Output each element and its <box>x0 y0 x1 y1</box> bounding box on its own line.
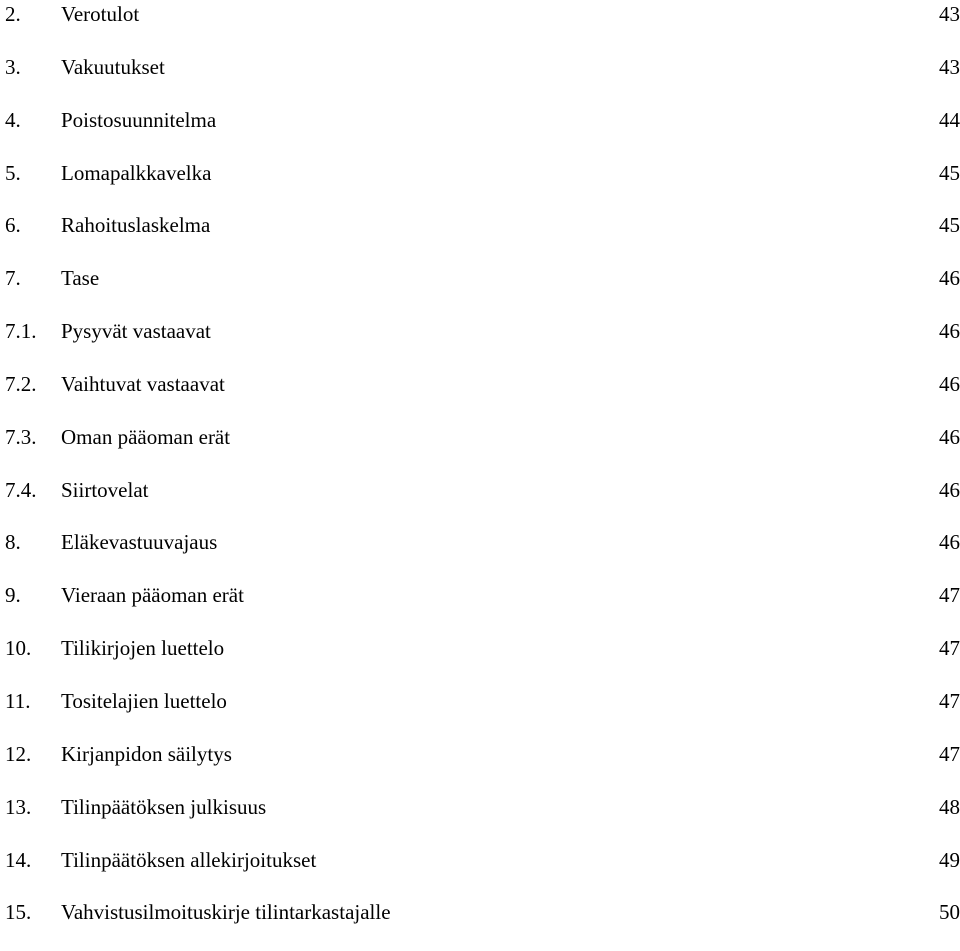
toc-entry-title: Poistosuunnitelma <box>61 107 217 132</box>
toc-entry-title: Eläkevastuuvajaus <box>61 530 218 555</box>
toc-entry-number: 2. <box>5 2 21 26</box>
toc-entry-page: 47 <box>939 688 960 713</box>
toc-entry-number: 7.3. <box>5 424 37 449</box>
toc-entry-page: 47 <box>939 741 960 766</box>
toc-entry-page: 45 <box>939 160 960 185</box>
toc-entry <box>0 528 960 581</box>
toc-entry-page: 50 <box>939 900 960 925</box>
toc-entry-page: 46 <box>939 424 960 449</box>
toc-entry-number: 7.2. <box>5 371 37 396</box>
toc-entry <box>0 740 960 793</box>
toc-entry-title: Vaihtuvat vastaavat <box>61 371 225 396</box>
toc-entry-page: 46 <box>939 371 960 396</box>
toc-entry <box>0 581 960 634</box>
toc-entry-number: 7.1. <box>5 319 37 344</box>
toc-entry-title: Tilikirjojen luettelo <box>61 636 225 661</box>
toc-entry <box>0 370 960 423</box>
toc-entry-title: Tase <box>61 266 100 291</box>
toc-entry-number: 11. <box>5 688 31 713</box>
toc-entry-number: 7.4. <box>5 477 37 502</box>
toc-entry-number: 12. <box>5 741 32 766</box>
toc-entry-page: 46 <box>939 266 960 291</box>
toc-entry <box>0 211 960 264</box>
toc-entry-number: 8. <box>5 530 21 555</box>
toc-entry-number: 10. <box>5 636 32 661</box>
toc-entry <box>0 793 960 846</box>
toc-entry-number: 14. <box>5 847 32 872</box>
toc-entry <box>0 634 960 687</box>
toc-entry-page: 49 <box>939 847 960 872</box>
toc-entry-title: Verotulot <box>61 2 140 26</box>
toc-entry-page: 45 <box>939 213 960 238</box>
toc-entry-title: Tilinpäätöksen julkisuus <box>61 794 267 819</box>
toc-entry <box>0 159 960 212</box>
toc-entry-page: 46 <box>939 477 960 502</box>
toc-entry-page: 43 <box>939 54 960 79</box>
toc-entry-page: 48 <box>939 794 960 819</box>
toc-entry <box>0 264 960 317</box>
toc-entry <box>0 846 960 899</box>
toc-entry <box>0 423 960 476</box>
toc-entry-title: Tositelajien luettelo <box>61 688 227 713</box>
toc-entry-title: Siirtovelat <box>61 477 149 502</box>
toc-entry-title: Vieraan pääoman erät <box>61 583 244 608</box>
toc-entry-number: 7. <box>5 266 21 291</box>
toc-entry-page: 46 <box>939 319 960 344</box>
toc-entry-number: 3. <box>5 54 21 79</box>
toc-entry <box>0 106 960 159</box>
toc-entry-number: 4. <box>5 107 21 132</box>
toc-entry-title: Vakuutukset <box>61 54 165 79</box>
toc-entry <box>0 317 960 370</box>
toc-entry-title: Oman pääoman erät <box>61 424 231 449</box>
toc-entry-number: 5. <box>5 160 21 185</box>
toc-entry-title: Pysyvät vastaavat <box>61 319 211 344</box>
toc-entry <box>0 898 960 951</box>
toc-entry-number: 9. <box>5 583 21 608</box>
toc-entry <box>0 687 960 740</box>
toc-entry-page: 43 <box>939 2 960 26</box>
toc-entry-title: Kirjanpidon säilytys <box>61 741 232 766</box>
toc-entry-page: 47 <box>939 583 960 608</box>
toc-entry <box>0 476 960 529</box>
toc-entry-number: 15. <box>5 900 32 925</box>
toc-entry-page: 47 <box>939 636 960 661</box>
toc-entry <box>0 53 960 106</box>
toc-entry-title: Vahvistusilmoituskirje tilintarkastajalle <box>61 900 391 925</box>
toc-entry <box>0 0 960 53</box>
toc-entry-number: 6. <box>5 213 21 238</box>
toc-entry-title: Lomapalkkavelka <box>61 160 212 185</box>
toc-entry-page: 46 <box>939 530 960 555</box>
toc-entry-page: 44 <box>939 107 960 132</box>
toc-entry-title: Tilinpäätöksen allekirjoitukset <box>61 847 317 872</box>
toc-entry-title: Rahoituslaskelma <box>61 213 211 238</box>
toc-entry-number: 13. <box>5 794 32 819</box>
